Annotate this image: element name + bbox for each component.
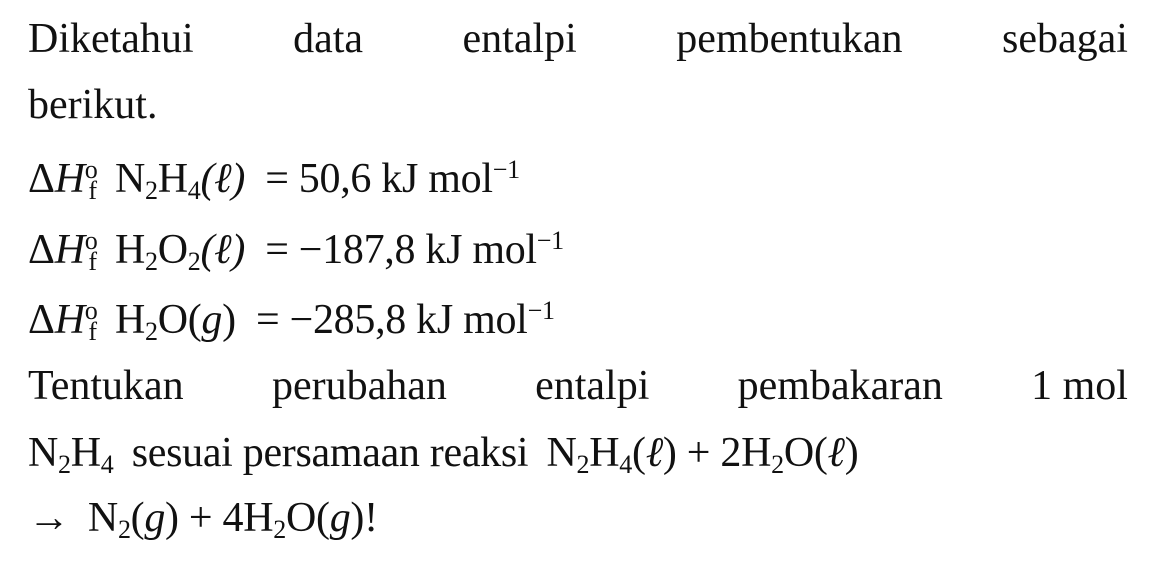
intro-word: pembentukan (676, 16, 903, 62)
delta-h-symbol: $\Delta H^o_f$ (28, 295, 98, 347)
enthalpy-value: = −285,8 kJ mol$^{-1}$ (256, 295, 555, 343)
question-line-2 (28, 430, 859, 480)
enthalpy-n2h4 (28, 154, 520, 206)
enthalpy-value: = 50,6 kJ mol$^{-1}$ (265, 154, 520, 202)
compound-formula: $N_2H_4(\ell)$ (114, 156, 246, 206)
question-word: pembakaran (737, 363, 943, 409)
enthalpy-h2o2 (28, 225, 564, 277)
reaction-left-side: $N_2H_4(\ell)$ + $2H_2O(\ell)$ (546, 430, 859, 480)
question-word: Tentukan (28, 363, 184, 409)
compound-formula: $H_2O_2(\ell)$ (114, 227, 246, 277)
enthalpy-value: = −187,8 kJ mol$^{-1}$ (265, 225, 564, 273)
intro-word: Diketahui (28, 16, 194, 62)
question-text: sesuai persamaan reaksi (131, 430, 529, 476)
reaction-arrow: → (28, 495, 70, 541)
intro-word: sebagai (1002, 16, 1128, 62)
question-line-1 (28, 365, 1128, 407)
question-line-3 (28, 495, 378, 545)
intro-word: data (293, 16, 364, 62)
question-word: perubahan (271, 363, 447, 409)
delta-h-symbol: $\Delta H^o_f$ (28, 225, 98, 277)
reactant-formula: $N_2H_4$ (28, 430, 114, 480)
question-word: entalpi (535, 363, 650, 409)
question-word: 1 mol (1031, 363, 1128, 409)
intro-line-2: berikut. (28, 82, 158, 128)
delta-h-symbol: $\Delta H^o_f$ (28, 154, 98, 206)
intro-word: entalpi (462, 16, 577, 62)
enthalpy-h2o-gas (28, 295, 555, 347)
reaction-right-side: $N_2(g) + 4H_2O(g)$! (87, 495, 378, 545)
compound-formula: $H_2O(g)$ (114, 297, 236, 347)
intro-line-1 (28, 18, 1128, 60)
